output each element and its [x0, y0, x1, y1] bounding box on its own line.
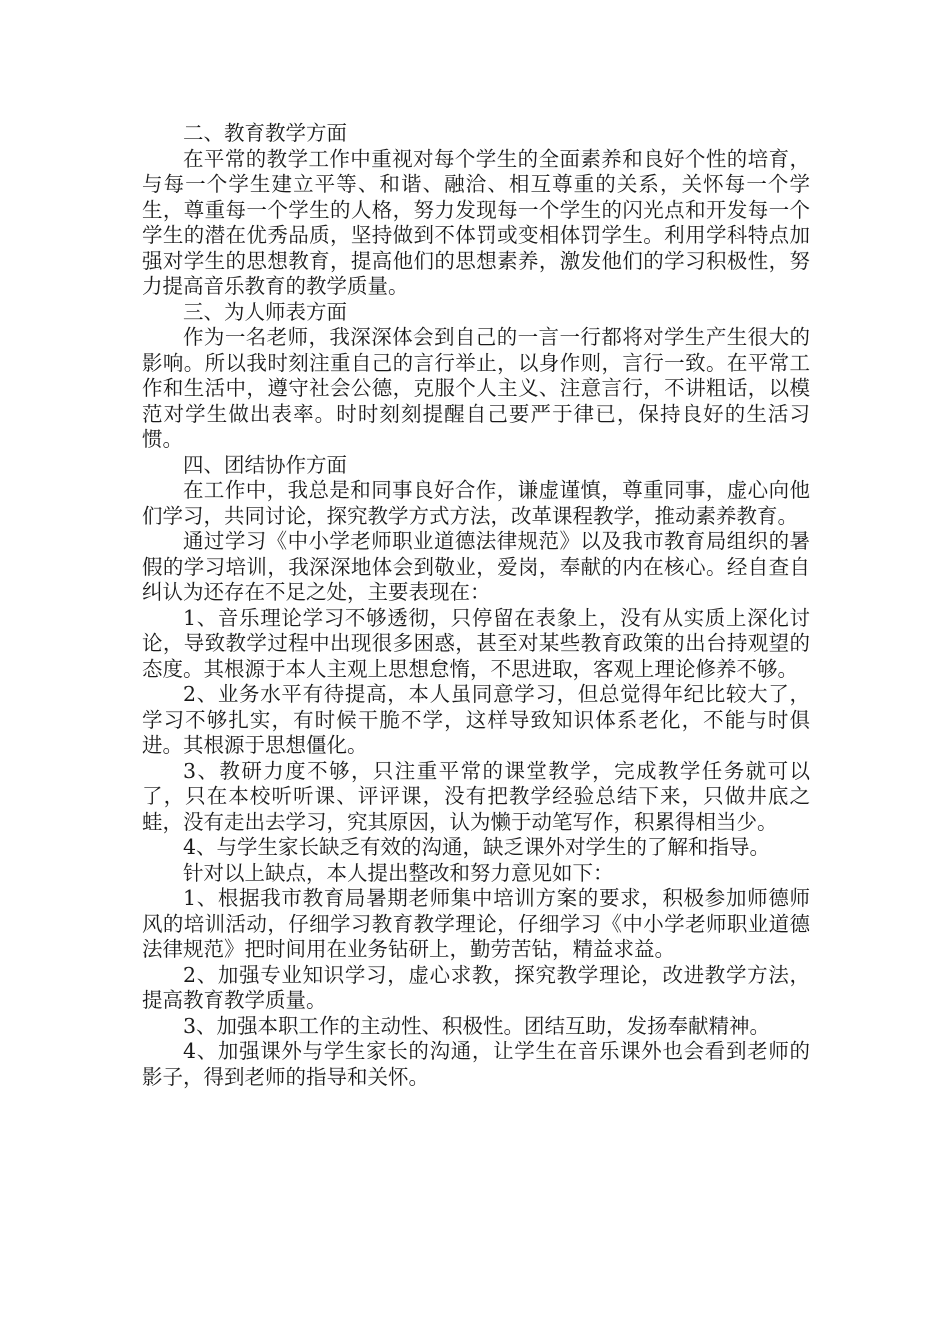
document-body [142, 121, 810, 1090]
shortcoming-item-4: 4、与学生家长缺乏有效的沟通，缺乏课外对学生的了解和指导。 [183, 835, 771, 859]
paragraph-self-review: 通过学习《中小学老师职业道德法律规范》以及我市教育局组织的暑假的学习培训，我深深地体会到敬业，爱岗，奉献的内在核心。经自查自纠认为还存在不足之处，主要表现在： [142, 529, 810, 604]
shortcoming-item-3: 3、教研力度不够，只注重平常的课堂教学，完成教学任务就可以了，只在本校听听课、评评课，没有把教学经验总结下来，只做井底之蛙，没有走出去学习，究其原因，认为懒于动笔写作，积累得相当少。 [142, 758, 810, 834]
heading-teamwork: 四、团结协作方面 [183, 452, 347, 477]
improvement-item-3: 3、加强本职工作的主动性、积极性。团结互助，发扬奉献精神。 [183, 1013, 771, 1038]
paragraph-conduct: 作为一名老师，我深深体会到自己的一言一行都将对学生产生很大的影响。所以我时刻注重自己的言行举止，以身作则，言行一致。在平常工作和生活中，遵守社会公德，克服个人主义、注意言行，不讲粗话，以模范对学生做出表率。时时刻刻提醒自己要严于律已，保持良好的生活习惯。 [142, 325, 810, 451]
improvement-item-1: 1、根据我市教育局暑期老师集中培训方案的要求，积极参加师德师风的培训活动，仔细学习教育教学理论，仔细学习《中小学老师职业道德法律规范》把时间用在业务钻研上，勤劳苦钻，精益求益。 [142, 886, 810, 961]
paragraph-improvement-intro: 针对以上缺点，本人提出整改和努力意见如下： [183, 860, 614, 885]
paragraph-teamwork: 在工作中，我总是和同事良好合作，谦虚谨慎，尊重同事，虚心向他们学习，共同讨论，探究教学方式方法，改革课程教学，推动素养教育。 [142, 478, 810, 528]
heading-teaching: 二、教育教学方面 [183, 121, 347, 145]
shortcoming-item-1: 1、音乐理论学习不够透彻，只停留在表象上，没有从实质上深化讨论，导致教学过程中出现很多困惑，甚至对某些教育政策的出台持观望的态度。其根源于本人主观上思想怠惰，不思进取，客观上理论修养不够。 [142, 605, 810, 681]
improvement-item-4: 4、加强课外与学生家长的沟通，让学生在音乐课外也会看到老师的影子，得到老师的指导和关怀。 [142, 1039, 810, 1089]
paragraph-teaching: 在平常的教学工作中重视对每个学生的全面素养和良好个性的培育，与每一个学生建立平等、和谐、融洽、相互尊重的关系，关怀每一个学生，尊重每一个学生的人格，努力发现每一个学生的闪光点和开发每一个学生的潜在优秀品质，坚持做到不体罚或变相体罚学生。利用学科特点加强对学生的思想教育，提高他们的思想素养，激发他们的学习积极性，努力提高音乐教育的教学质量。 [142, 146, 810, 298]
heading-conduct: 三、为人师表方面 [183, 299, 347, 324]
improvement-item-2: 2、加强专业知识学习，虚心求教，探究教学理论，改进教学方法，提高教育教学质量。 [142, 962, 810, 1012]
shortcoming-item-2: 2、业务水平有待提高，本人虽同意学习，但总觉得年纪比较大了，学习不够扎实，有时候干脆不学，这样导致知识体系老化，不能与时俱进。其根源于思想僵化。 [142, 682, 810, 757]
